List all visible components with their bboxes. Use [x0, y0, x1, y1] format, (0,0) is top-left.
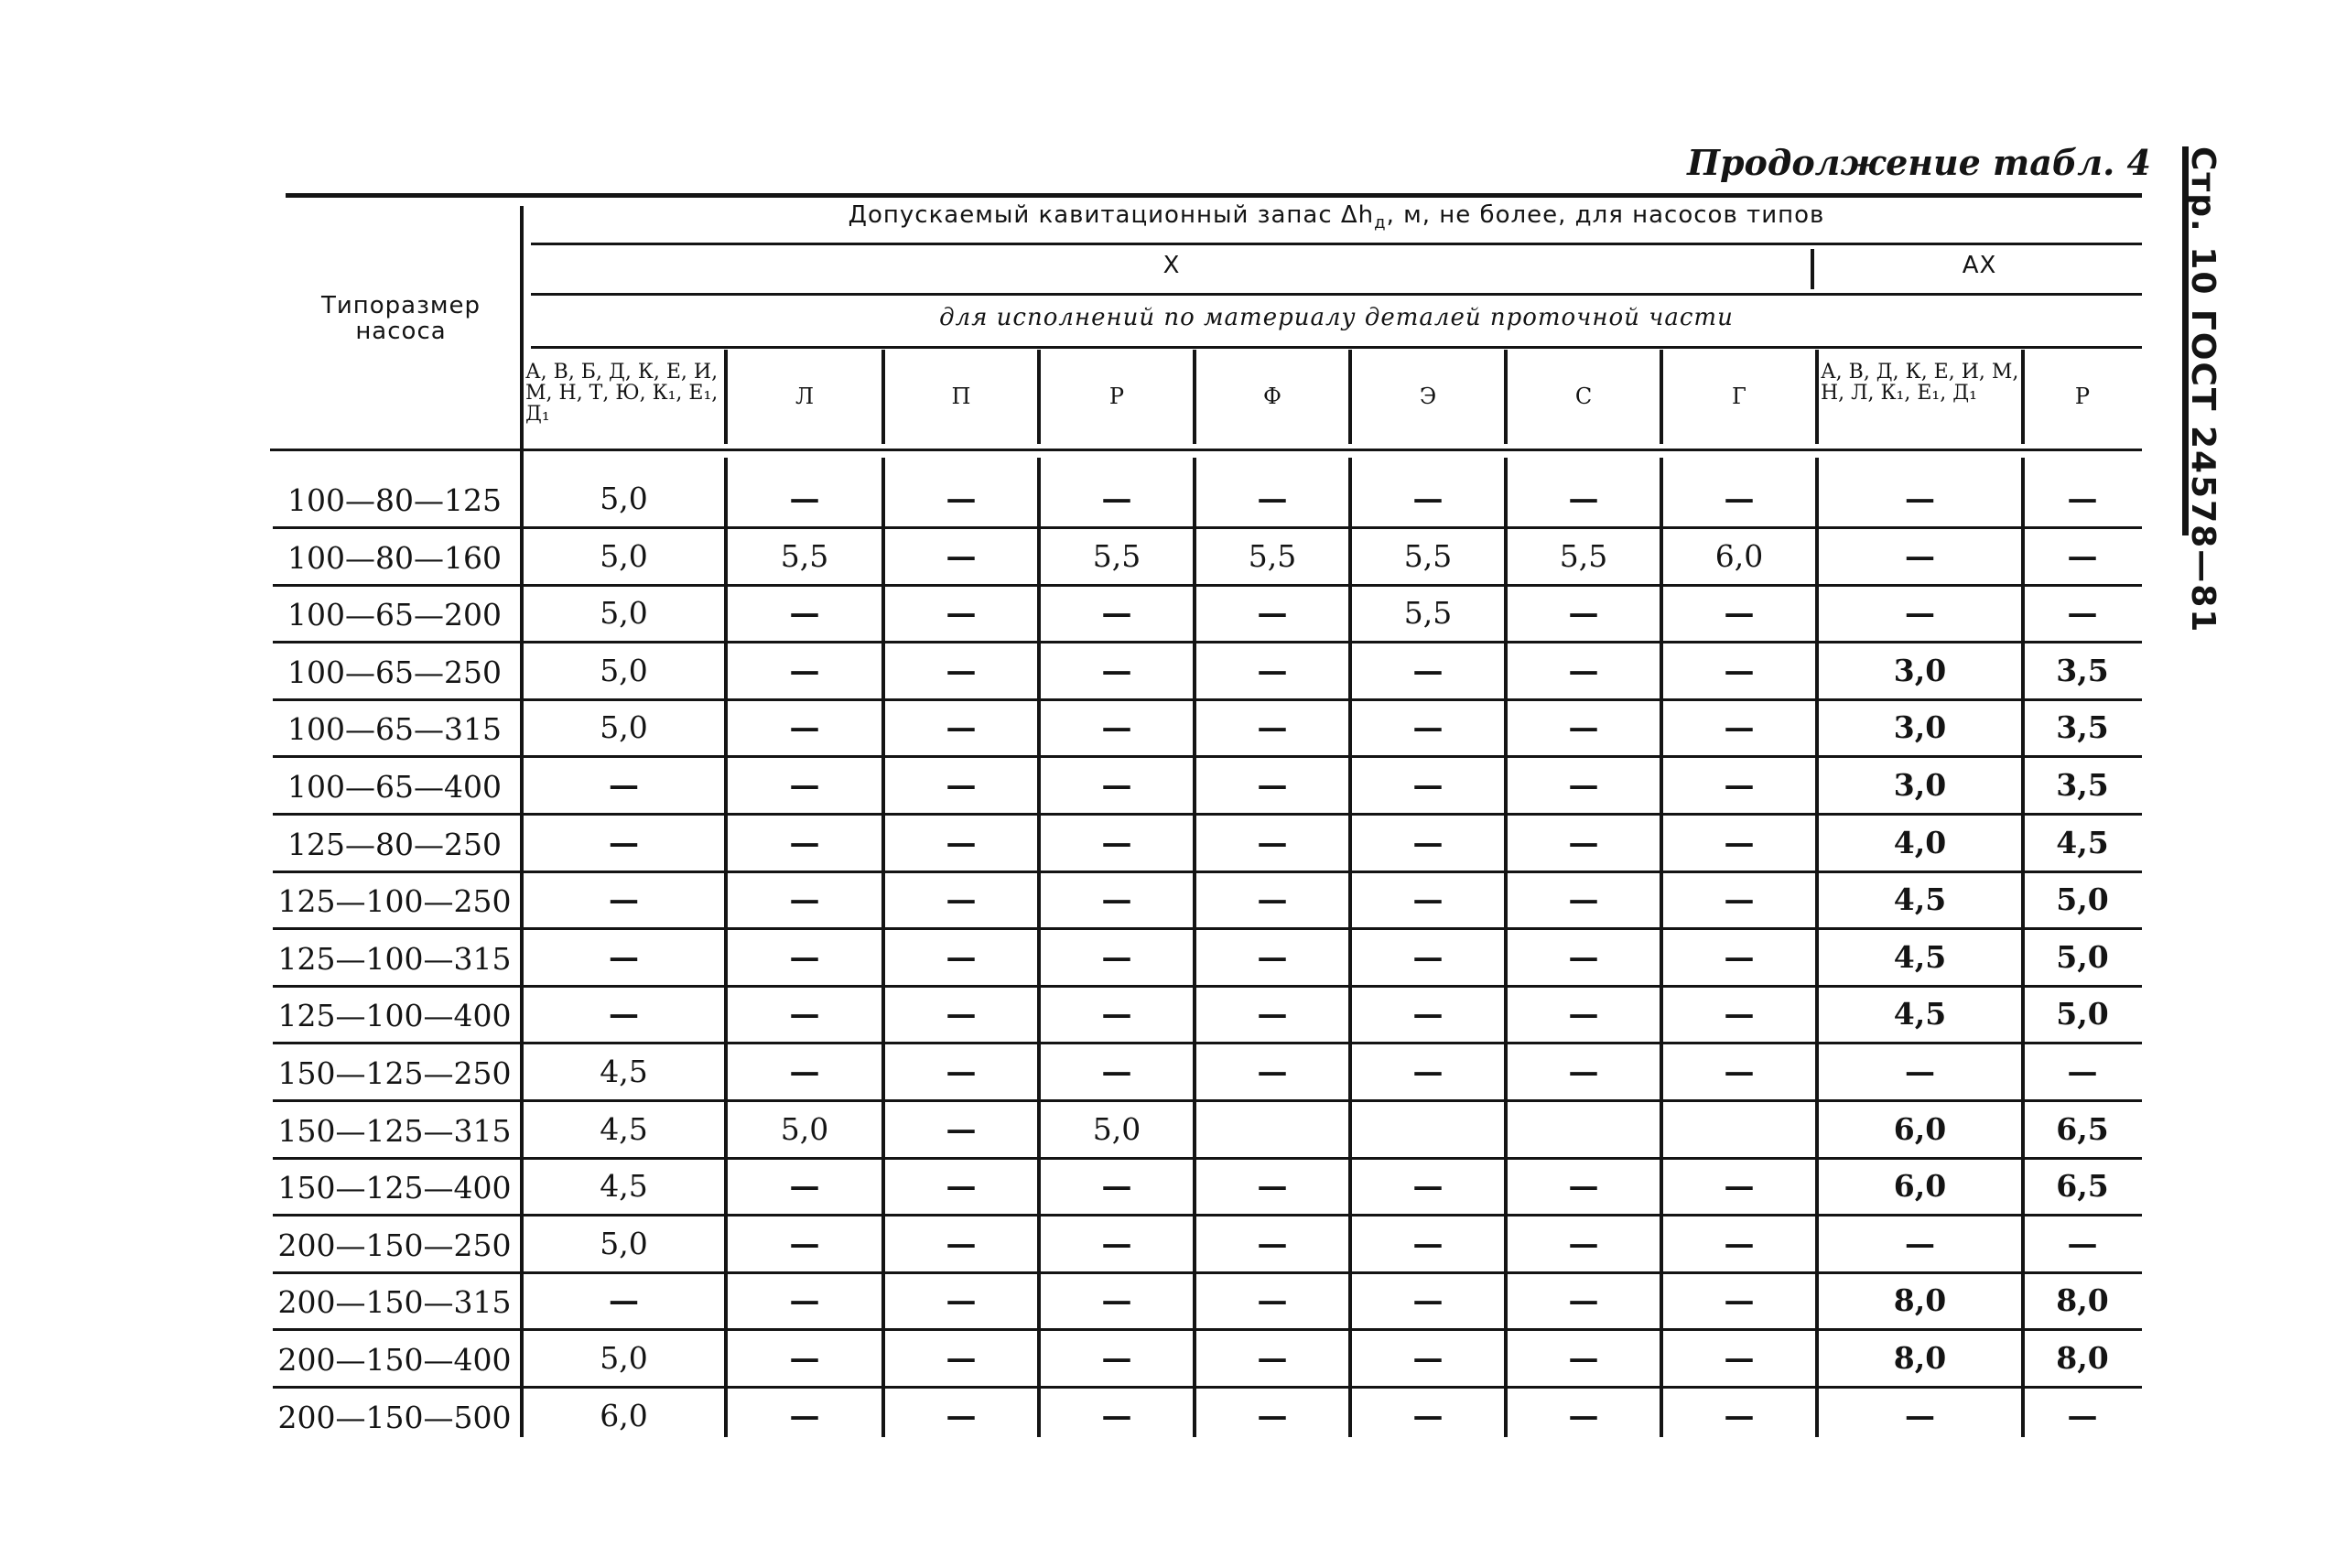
column-divider-4 [1193, 350, 1196, 444]
table-cell: 6,0 [1714, 537, 1764, 574]
column-divider-body-7 [1660, 458, 1663, 1437]
table-cell: — [946, 709, 977, 746]
table-cell: — [1101, 1340, 1132, 1376]
table-cell: — [946, 881, 977, 918]
column-divider-body-2 [881, 458, 885, 1437]
table-cell: 5,5 [1092, 537, 1141, 574]
table-cell: — [789, 595, 820, 632]
table-cell: — [609, 996, 639, 1033]
row-label: 100—80—160 [287, 539, 502, 576]
column-divider-8 [1815, 350, 1819, 444]
material-header: для исполнений по материалу деталей проточной части [939, 304, 1734, 331]
table-cell: 5,0 [1092, 1110, 1141, 1147]
table-cell: — [1724, 481, 1755, 516]
column-divider-3 [1037, 350, 1041, 444]
row-label: 100—65—400 [287, 769, 502, 805]
table-cell: — [789, 767, 820, 803]
table-cell: — [946, 1282, 977, 1319]
table-cell: — [1724, 1397, 1755, 1433]
table-cell: — [1101, 767, 1132, 803]
table-cell: — [1412, 938, 1444, 975]
table-cell: — [1724, 1054, 1755, 1089]
row-label: 100—65—250 [287, 654, 502, 690]
row-rule [273, 1099, 2142, 1102]
table-cell: — [1257, 595, 1288, 632]
column-divider-7 [1660, 350, 1663, 444]
row-label: 200—150—250 [277, 1227, 512, 1263]
rule-header-1 [531, 243, 2142, 245]
table-cell: — [1257, 652, 1288, 688]
table-cell: — [946, 1225, 977, 1261]
table-cell: — [1412, 709, 1444, 746]
table-cell: 3,5 [2056, 709, 2109, 746]
row-label: 200—150—400 [277, 1342, 512, 1378]
column-header-7: С [1574, 384, 1593, 409]
table-cell: — [1568, 1282, 1599, 1319]
table-cell: — [1257, 824, 1288, 860]
column-divider-body-9 [2021, 458, 2025, 1437]
table-cell: — [1412, 1340, 1444, 1376]
table-cell: — [1101, 1168, 1132, 1205]
table-cell: — [946, 652, 977, 688]
column-divider-body-1 [724, 458, 728, 1437]
table-cell: — [946, 1397, 977, 1433]
table-cell: 5,0 [600, 709, 648, 746]
column-divider-2 [881, 350, 885, 444]
group-x-header: Х [1162, 252, 1181, 279]
table-cell: 5,0 [600, 595, 648, 632]
table-cell: 5,5 [1403, 537, 1453, 574]
column-divider-body-8 [1815, 458, 1819, 1437]
table-cell: — [1412, 1168, 1444, 1205]
table-cell: 5,5 [1403, 595, 1453, 632]
table-cell: — [1412, 996, 1444, 1033]
table-cell: 5,0 [780, 1110, 829, 1147]
column-header-8: Г [1732, 384, 1746, 409]
group-divider [1811, 249, 1814, 289]
table-cell: — [1724, 652, 1755, 688]
table-cell: — [2067, 595, 2098, 632]
row-label: 125—100—315 [277, 940, 512, 977]
row-rule [273, 985, 2142, 988]
column-divider-5 [1348, 350, 1352, 444]
table-cell: — [1724, 767, 1755, 803]
table-cell: 5,5 [1559, 537, 1608, 574]
table-cell: — [1412, 767, 1444, 803]
table-cell: 4,5 [600, 1168, 648, 1205]
column-header-2: Л [795, 384, 815, 409]
table-cell: 6,5 [2056, 1168, 2109, 1205]
header-top-sub: д [1374, 213, 1387, 233]
row-rule [273, 1042, 2142, 1044]
table-cell: — [1724, 938, 1755, 975]
table-cell: 4,5 [2056, 824, 2109, 860]
table-cell: 5,0 [600, 1340, 648, 1376]
column-divider-1 [724, 350, 728, 444]
row-label: 150—125—400 [277, 1170, 512, 1206]
group-ax-header: АХ [1962, 252, 1997, 279]
column-divider-body-3 [1037, 458, 1041, 1437]
table-cell: — [1412, 1225, 1444, 1261]
column-header-6: Э [1419, 384, 1437, 409]
table-cell: — [789, 1282, 820, 1319]
table-cell: — [1568, 709, 1599, 746]
stub-divider [520, 206, 524, 1437]
table-cell: 5,0 [2056, 881, 2109, 918]
row-rule [273, 584, 2142, 587]
row-rule [273, 1214, 2142, 1217]
table-cell: — [946, 1168, 977, 1205]
row-rule [273, 1386, 2142, 1389]
table-cell: 4,5 [600, 1054, 648, 1089]
row-label: 125—100—250 [277, 883, 512, 920]
table-cell: — [1568, 938, 1599, 975]
table-cell: — [1905, 595, 1935, 632]
table-cell: — [1724, 824, 1755, 860]
table-cell: — [1724, 881, 1755, 918]
table-cell: — [1412, 1054, 1444, 1089]
page-side-label: Стр. 10 ГОСТ 24578—81 [2184, 146, 2222, 634]
table-cell: — [1905, 1054, 1935, 1089]
rule-header-bottom [270, 449, 2142, 451]
table-cell: — [1905, 1225, 1935, 1261]
table-cell: — [1101, 595, 1132, 632]
table-cell: — [946, 938, 977, 975]
table-cell: — [946, 481, 977, 516]
table-cell: — [609, 824, 639, 860]
row-label: 125—80—250 [287, 826, 502, 862]
table-cell: — [789, 1225, 820, 1261]
table-cell: — [789, 709, 820, 746]
table-cell: — [1724, 709, 1755, 746]
table-cell: — [1257, 881, 1288, 918]
table-cell: 5,0 [2056, 996, 2109, 1033]
table-cell: — [1568, 1340, 1599, 1376]
table-cell: — [1101, 481, 1132, 516]
table-cell: — [789, 1340, 820, 1376]
table-cell: — [1101, 709, 1132, 746]
table-cell: — [1101, 1225, 1132, 1261]
table-cell: — [1568, 1054, 1599, 1089]
row-label: 200—150—315 [277, 1284, 512, 1321]
table-cell: — [789, 652, 820, 688]
table-cell: 8,0 [1893, 1282, 1947, 1319]
table-cell: — [1257, 1282, 1288, 1319]
table-cell: — [789, 1054, 820, 1089]
table-cell: 4,5 [600, 1110, 648, 1147]
table-cell: 3,0 [1893, 709, 1947, 746]
table-cell: 3,5 [2056, 767, 2109, 803]
table-cell: — [946, 824, 977, 860]
table-cell: 4,5 [1893, 881, 1947, 918]
table-cell: 5,5 [1248, 537, 1297, 574]
table-cell: 6,0 [600, 1397, 648, 1433]
table-cell: 3,0 [1893, 652, 1947, 688]
column-divider-9 [2021, 350, 2025, 444]
table-cell: 8,0 [1893, 1340, 1947, 1376]
table-cell: — [946, 1110, 977, 1147]
table-cell: — [1568, 595, 1599, 632]
continuation-title: Продолжение табл. 4 [1687, 142, 2151, 183]
table-cell: 5,0 [600, 481, 648, 516]
table-cell: — [1101, 1282, 1132, 1319]
table-cell: — [1568, 1168, 1599, 1205]
column-divider-body-5 [1348, 458, 1352, 1437]
table-cell: — [946, 595, 977, 632]
table-cell: — [1257, 709, 1288, 746]
table-cell: — [1905, 481, 1935, 516]
table-cell: — [1568, 996, 1599, 1033]
table-cell: — [789, 1168, 820, 1205]
table-cell: — [1101, 824, 1132, 860]
table-cell: — [609, 1282, 639, 1319]
table-cell: 6,0 [1893, 1168, 1947, 1205]
row-rule [273, 1328, 2142, 1331]
table-cell: — [1101, 1054, 1132, 1089]
table-cell: — [609, 938, 639, 975]
table-cell: 5,5 [780, 537, 829, 574]
column-header-4: Р [1108, 384, 1125, 409]
table-cell: — [946, 1340, 977, 1376]
table-cell: — [1724, 595, 1755, 632]
table-cell: — [609, 881, 639, 918]
table-cell: — [1724, 1282, 1755, 1319]
table-cell: — [2067, 1397, 2098, 1433]
column-divider-body-4 [1193, 458, 1196, 1437]
table-cell: — [1568, 1397, 1599, 1433]
row-rule [273, 526, 2142, 529]
table-cell: — [1412, 1282, 1444, 1319]
table-cell: — [1101, 938, 1132, 975]
table-cell: — [789, 1397, 820, 1433]
table-cell: — [1905, 537, 1935, 574]
row-label: 150—125—315 [277, 1112, 512, 1149]
table-cell: 4,0 [1893, 824, 1947, 860]
table-top-rule [286, 193, 2142, 198]
table-cell: — [1568, 767, 1599, 803]
table-cell: — [1568, 881, 1599, 918]
stub-header: Типоразмер насоса [320, 292, 481, 345]
table-cell: — [1412, 881, 1444, 918]
row-label: 200—150—500 [277, 1399, 512, 1435]
row-rule [273, 813, 2142, 816]
table-cell: — [946, 537, 977, 574]
table-cell: — [1101, 1397, 1132, 1433]
table-cell: — [789, 481, 820, 516]
table-cell: — [1905, 1397, 1935, 1433]
row-label: 100—65—200 [287, 597, 502, 633]
row-rule [273, 1157, 2142, 1160]
table-cell: 8,0 [2056, 1340, 2109, 1376]
table-cell: — [1568, 481, 1599, 516]
row-rule [273, 871, 2142, 873]
row-label: 125—100—400 [277, 998, 512, 1034]
table-cell: — [2067, 481, 2098, 516]
column-header-3: П [951, 384, 971, 409]
header-top-rest: , м, не более, для насосов типов [1386, 201, 1825, 229]
table-cell: — [789, 938, 820, 975]
row-rule [273, 1271, 2142, 1274]
table-cell: — [1101, 881, 1132, 918]
row-rule [273, 641, 2142, 643]
table-cell: — [1257, 1168, 1288, 1205]
row-label: 100—65—315 [287, 711, 502, 748]
row-label: 100—80—125 [287, 482, 502, 518]
column-header-9: А, В, Д, К, Е, И, М, Н, Л, К₁, Е₁, Д₁ [1821, 361, 2019, 405]
table-cell: — [946, 767, 977, 803]
table-cell: — [789, 824, 820, 860]
row-rule [273, 927, 2142, 930]
column-header-5: Ф [1263, 384, 1281, 409]
table-cell: 6,0 [1893, 1110, 1947, 1147]
column-divider-6 [1504, 350, 1508, 444]
table-cell: — [1412, 652, 1444, 688]
table-cell: — [1724, 996, 1755, 1033]
column-header-10: Р [2074, 384, 2091, 409]
table-cell: — [1257, 1397, 1288, 1433]
rule-header-2 [531, 293, 2142, 296]
header-top-text: Допускаемый кавитационный запас Δh [848, 201, 1375, 229]
table-cell: — [789, 996, 820, 1033]
table-cell: 3,0 [1893, 767, 1947, 803]
table-cell: — [1412, 481, 1444, 516]
table-cell: — [1101, 652, 1132, 688]
table-cell: 8,0 [2056, 1282, 2109, 1319]
table-cell: 6,5 [2056, 1110, 2109, 1147]
table-cell: — [1724, 1225, 1755, 1261]
table-cell: 4,5 [1893, 996, 1947, 1033]
table-cell: — [1724, 1340, 1755, 1376]
table-cell: — [1412, 824, 1444, 860]
table-cell: — [1568, 1225, 1599, 1261]
row-rule [273, 755, 2142, 758]
column-header-1: А, В, Б, Д, К, Е, И, М, Н, Т, Ю, К₁, Е₁, Д₁ [525, 361, 719, 426]
table-cell: 5,0 [600, 652, 648, 688]
table-cell: — [1101, 996, 1132, 1033]
table-cell: 5,0 [600, 1225, 648, 1261]
table-cell: 3,5 [2056, 652, 2109, 688]
header-top [531, 201, 2142, 232]
table-cell: — [2067, 537, 2098, 574]
table-cell: 5,0 [2056, 938, 2109, 975]
table-cell: — [1257, 481, 1288, 516]
rule-header-3 [531, 346, 2142, 349]
table-cell: — [1257, 938, 1288, 975]
table-cell: 4,5 [1893, 938, 1947, 975]
row-label: 150—125—250 [277, 1055, 512, 1091]
table-cell: — [609, 767, 639, 803]
row-rule [273, 698, 2142, 701]
table-cell: — [1568, 824, 1599, 860]
table-cell: — [946, 996, 977, 1033]
table-cell: — [1257, 767, 1288, 803]
table-cell: — [1724, 1168, 1755, 1205]
table-cell: — [1568, 652, 1599, 688]
table-cell: 5,0 [600, 537, 648, 574]
table-cell: — [1412, 1397, 1444, 1433]
column-divider-body-6 [1504, 458, 1508, 1437]
table-cell: — [1257, 996, 1288, 1033]
table-cell: — [1257, 1340, 1288, 1376]
table-cell: — [789, 881, 820, 918]
table-cell: — [2067, 1225, 2098, 1261]
table-cell: — [2067, 1054, 2098, 1089]
table-cell: — [946, 1054, 977, 1089]
table-cell: — [1257, 1054, 1288, 1089]
table-cell: — [1257, 1225, 1288, 1261]
